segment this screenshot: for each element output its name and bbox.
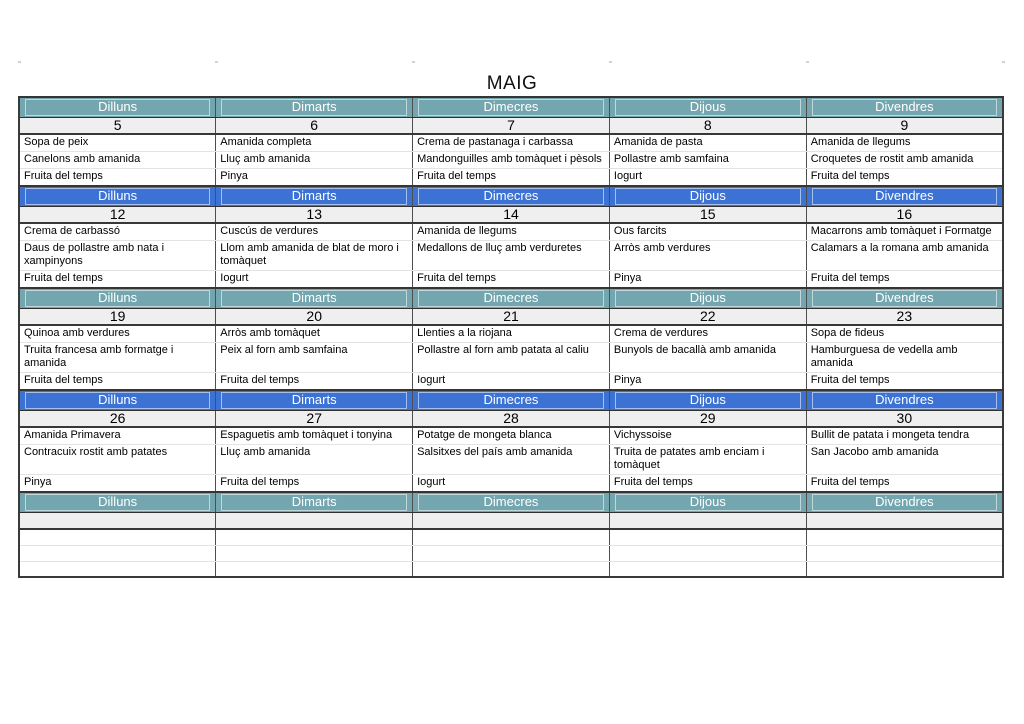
date-cell: 14 (413, 207, 610, 224)
menu-item-cell: Fruita del temps (413, 169, 610, 187)
menu-item-cell: Quinoa amb verdures (19, 325, 216, 343)
menu-item-cell: Ous farcits (609, 223, 806, 241)
day-header-cell (413, 492, 610, 513)
week-5-menu-row-1 (19, 529, 1003, 545)
date-cell: 8 (609, 118, 806, 135)
day-header-label: Dijous (615, 188, 801, 205)
menu-item-cell: Pollastre al forn amb patata al caliu (413, 343, 610, 373)
menu-table (18, 96, 1004, 578)
day-header-label: Dimecres (418, 494, 604, 511)
date-cell: 7 (413, 118, 610, 135)
menu-item-cell (19, 561, 216, 577)
day-header-cell (216, 288, 413, 309)
week-3-menu-row-1 (19, 325, 1003, 343)
menu-item-cell: Pinya (609, 271, 806, 289)
menu-item-cell (413, 529, 610, 545)
menu-item-cell (413, 561, 610, 577)
menu-item-cell: Crema de pastanaga i carbassa (413, 134, 610, 152)
menu-item-cell: Lluç amb amanida (216, 152, 413, 169)
date-cell: 12 (19, 207, 216, 224)
day-header-cell (19, 97, 216, 118)
day-header-label: Dimecres (418, 99, 604, 116)
menu-item-cell: Iogurt (216, 271, 413, 289)
date-cell: 15 (609, 207, 806, 224)
week-1-menu-row-1 (19, 134, 1003, 152)
menu-item-cell: Truita francesa amb formatge i amanida (19, 343, 216, 373)
day-header-cell (609, 186, 806, 207)
day-header-cell (19, 288, 216, 309)
menu-item-cell: Llenties a la riojana (413, 325, 610, 343)
menu-item-cell (609, 561, 806, 577)
menu-item-cell: Pollastre amb samfaina (609, 152, 806, 169)
menu-item-cell: Pinya (19, 475, 216, 493)
page-title: MAIG (486, 73, 538, 94)
week-2-day-header-row (19, 186, 1003, 207)
day-header-label: Dimarts (221, 494, 407, 511)
menu-item-cell: Peix al forn amb samfaina (216, 343, 413, 373)
day-header-label: Dimarts (221, 188, 407, 205)
day-header-cell (609, 288, 806, 309)
menu-item-cell: Sopa de fideus (806, 325, 1003, 343)
week-2-menu-row-2 (19, 241, 1003, 271)
menu-item-cell: Salsitxes del país amb amanida (413, 445, 610, 475)
menu-item-cell: Iogurt (413, 475, 610, 493)
menu-item-cell (19, 529, 216, 545)
menu-item-cell: Fruita del temps (413, 271, 610, 289)
crop-mark (1002, 61, 1005, 63)
day-header-cell (806, 288, 1003, 309)
menu-item-cell: Mandonguilles amb tomàquet i pèsols (413, 152, 610, 169)
week-1-day-header-row (19, 97, 1003, 118)
day-header-cell (806, 186, 1003, 207)
menu-item-cell: Bullit de patata i mongeta tendra (806, 427, 1003, 445)
date-cell: 29 (609, 411, 806, 428)
week-2-menu-row-3 (19, 271, 1003, 289)
date-cell: 5 (19, 118, 216, 135)
menu-item-cell: Amanida de llegums (413, 223, 610, 241)
day-header-cell (609, 97, 806, 118)
crop-mark (412, 61, 415, 63)
date-cell (216, 513, 413, 530)
day-header-cell (609, 492, 806, 513)
menu-item-cell: Amanida de llegums (806, 134, 1003, 152)
day-header-cell (806, 492, 1003, 513)
menu-item-cell: Potatge de mongeta blanca (413, 427, 610, 445)
day-header-cell (216, 492, 413, 513)
day-header-label: Dijous (615, 99, 801, 116)
week-5-menu-row-2 (19, 545, 1003, 561)
menu-item-cell: Vichyssoise (609, 427, 806, 445)
day-header-label: Dilluns (25, 392, 210, 409)
menu-item-cell (806, 545, 1003, 561)
date-cell (413, 513, 610, 530)
menu-item-cell (609, 545, 806, 561)
week-1-menu-row-3 (19, 169, 1003, 187)
date-cell (806, 513, 1003, 530)
crop-mark (18, 61, 21, 63)
menu-item-cell (806, 561, 1003, 577)
date-cell (609, 513, 806, 530)
crop-mark (609, 61, 612, 63)
week-3-day-header-row (19, 288, 1003, 309)
date-cell: 16 (806, 207, 1003, 224)
date-cell: 20 (216, 309, 413, 326)
menu-item-cell: Cuscús de verdures (216, 223, 413, 241)
menu-item-cell: Canelons amb amanida (19, 152, 216, 169)
date-cell: 19 (19, 309, 216, 326)
menu-item-cell: Llom amb amanida de blat de moro i tomàquet (216, 241, 413, 271)
day-header-label: Dimarts (221, 392, 407, 409)
day-header-cell (806, 97, 1003, 118)
date-cell: 28 (413, 411, 610, 428)
week-3-menu-row-2 (19, 343, 1003, 373)
day-header-label: Dilluns (25, 494, 210, 511)
crop-mark (215, 61, 218, 63)
date-cell: 26 (19, 411, 216, 428)
week-1-menu-row-2 (19, 152, 1003, 169)
day-header-label: Dijous (615, 290, 801, 307)
week-3-menu-row-3 (19, 373, 1003, 391)
menu-item-cell: Fruita del temps (19, 169, 216, 187)
day-header-label: Dimecres (418, 392, 604, 409)
menu-item-cell: Fruita del temps (806, 475, 1003, 493)
day-header-cell (413, 186, 610, 207)
day-header-label: Divendres (812, 290, 997, 307)
day-header-label: Divendres (812, 494, 997, 511)
day-header-cell (413, 390, 610, 411)
day-header-label: Dimarts (221, 290, 407, 307)
day-header-cell (216, 97, 413, 118)
week-5-day-header-row (19, 492, 1003, 513)
date-cell: 27 (216, 411, 413, 428)
date-cell: 22 (609, 309, 806, 326)
date-cell: 13 (216, 207, 413, 224)
menu-item-cell: Calamars a la romana amb amanida (806, 241, 1003, 271)
week-4-day-header-row (19, 390, 1003, 411)
menu-item-cell: Amanida completa (216, 134, 413, 152)
menu-item-cell: Crema de verdures (609, 325, 806, 343)
week-5-date-row (19, 513, 1003, 530)
date-cell: 21 (413, 309, 610, 326)
day-header-cell (609, 390, 806, 411)
menu-item-cell: Iogurt (413, 373, 610, 391)
menu-item-cell: Fruita del temps (216, 475, 413, 493)
menu-item-cell: Crema de carbassó (19, 223, 216, 241)
menu-item-cell: Arròs amb verdures (609, 241, 806, 271)
menu-item-cell: Fruita del temps (806, 169, 1003, 187)
menu-item-cell: San Jacobo amb amanida (806, 445, 1003, 475)
week-5-menu-row-3 (19, 561, 1003, 577)
menu-item-cell: Daus de pollastre amb nata i xampinyons (19, 241, 216, 271)
date-cell: 9 (806, 118, 1003, 135)
day-header-label: Dijous (615, 494, 801, 511)
week-2-menu-row-1 (19, 223, 1003, 241)
week-2-date-row (19, 207, 1003, 224)
day-header-label: Dimecres (418, 188, 604, 205)
date-cell: 30 (806, 411, 1003, 428)
day-header-cell (19, 186, 216, 207)
menu-item-cell (413, 545, 610, 561)
menu-item-cell: Bunyols de bacallà amb amanida (609, 343, 806, 373)
day-header-label: Dilluns (25, 290, 210, 307)
day-header-label: Divendres (812, 392, 997, 409)
menu-item-cell: Espaguetis amb tomàquet i tonyina (216, 427, 413, 445)
menu-item-cell: Medallons de lluç amb verduretes (413, 241, 610, 271)
menu-item-cell (19, 545, 216, 561)
day-header-cell (413, 97, 610, 118)
day-header-cell (216, 390, 413, 411)
day-header-label: Dilluns (25, 188, 210, 205)
menu-item-cell: Contracuix rostit amb patates (19, 445, 216, 475)
menu-item-cell: Iogurt (609, 169, 806, 187)
day-header-label: Dijous (615, 392, 801, 409)
day-header-cell (19, 390, 216, 411)
menu-item-cell: Fruita del temps (806, 373, 1003, 391)
day-header-cell (19, 492, 216, 513)
menu-item-cell: Amanida de pasta (609, 134, 806, 152)
menu-item-cell: Amanida Primavera (19, 427, 216, 445)
menu-item-cell: Macarrons amb tomàquet i Formatge (806, 223, 1003, 241)
menu-table-body (19, 97, 1003, 577)
menu-item-cell: Sopa de peix (19, 134, 216, 152)
menu-item-cell: Fruita del temps (609, 475, 806, 493)
day-header-cell (216, 186, 413, 207)
menu-item-cell: Arròs amb tomàquet (216, 325, 413, 343)
menu-item-cell: Fruita del temps (19, 271, 216, 289)
menu-item-cell: Truita de patates amb enciam i tomàquet (609, 445, 806, 475)
menu-item-cell: Pinya (609, 373, 806, 391)
menu-item-cell (216, 561, 413, 577)
day-header-label: Divendres (812, 99, 997, 116)
day-header-label: Dimarts (221, 99, 407, 116)
day-header-cell (806, 390, 1003, 411)
menu-item-cell (806, 529, 1003, 545)
menu-item-cell: Fruita del temps (806, 271, 1003, 289)
week-4-menu-row-1 (19, 427, 1003, 445)
date-cell (19, 513, 216, 530)
day-header-label: Dilluns (25, 99, 210, 116)
menu-calendar (18, 96, 1004, 578)
week-3-date-row (19, 309, 1003, 326)
week-4-menu-row-2 (19, 445, 1003, 475)
menu-item-cell (216, 529, 413, 545)
date-cell: 6 (216, 118, 413, 135)
menu-item-cell (216, 545, 413, 561)
menu-item-cell: Fruita del temps (19, 373, 216, 391)
menu-item-cell: Fruita del temps (216, 373, 413, 391)
week-4-menu-row-3 (19, 475, 1003, 493)
crop-mark (806, 61, 809, 63)
day-header-label: Dimecres (418, 290, 604, 307)
menu-item-cell: Hamburguesa de vedella amb amanida (806, 343, 1003, 373)
menu-item-cell: Lluç amb amanida (216, 445, 413, 475)
day-header-label: Divendres (812, 188, 997, 205)
menu-item-cell: Croquetes de rostit amb amanida (806, 152, 1003, 169)
menu-item-cell: Pinya (216, 169, 413, 187)
week-1-date-row (19, 118, 1003, 135)
week-4-date-row (19, 411, 1003, 428)
day-header-cell (413, 288, 610, 309)
menu-item-cell (609, 529, 806, 545)
date-cell: 23 (806, 309, 1003, 326)
